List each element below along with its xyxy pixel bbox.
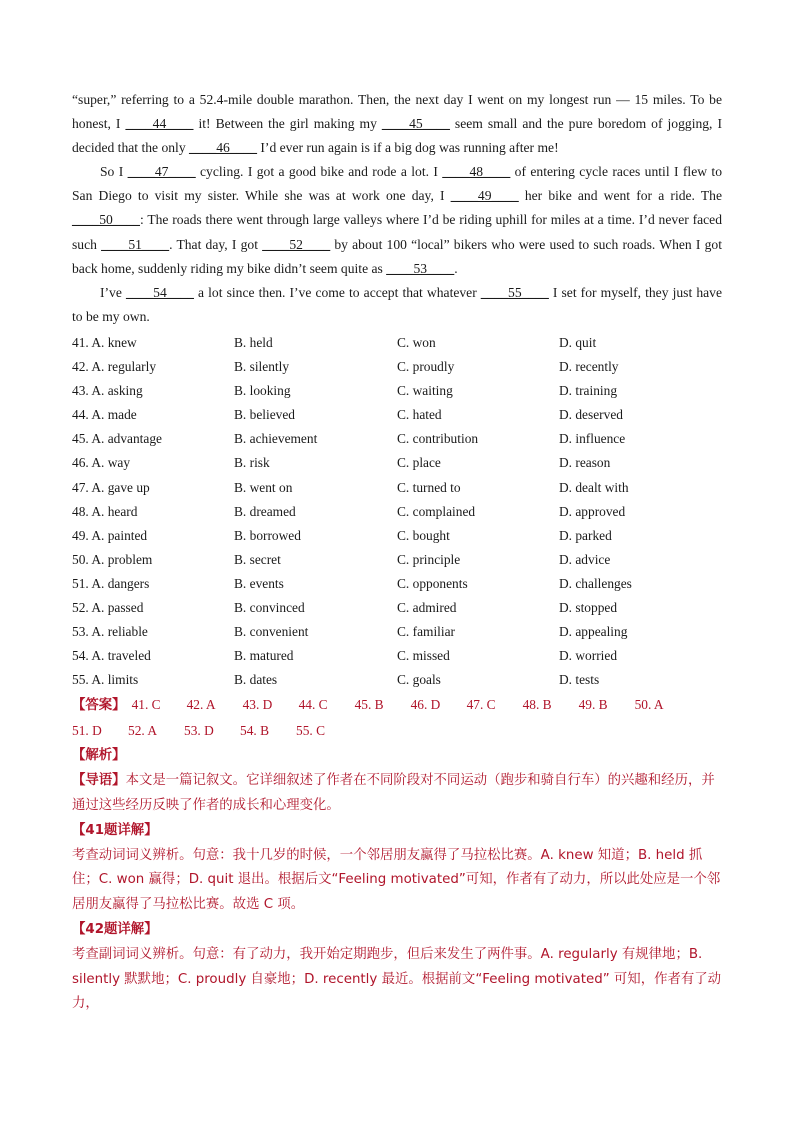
answer-blank: ____48____ bbox=[442, 164, 511, 180]
answer-item: 49. B bbox=[578, 697, 608, 713]
passage-paragraph-2 bbox=[72, 160, 722, 280]
analysis-heading: 【解析】 bbox=[72, 748, 126, 764]
answer-blank: ____50____ bbox=[72, 212, 140, 228]
option-choice: D. reason bbox=[559, 455, 611, 471]
option-choice: 48. A. heard bbox=[72, 503, 138, 519]
answer-item: 44. C bbox=[298, 697, 328, 713]
passage-text: . That day, I got bbox=[169, 236, 263, 252]
answer-item: 46. D bbox=[410, 697, 441, 713]
option-choice: 42. A. regularly bbox=[72, 359, 157, 375]
answer-item: 51. D bbox=[72, 723, 102, 739]
option-choice: C. opponents bbox=[397, 575, 468, 591]
answer-blank: ____44____ bbox=[125, 116, 194, 132]
option-choice: B. went on bbox=[234, 479, 293, 495]
answer-item: 45. B bbox=[354, 697, 384, 713]
answer-item: 53. D bbox=[184, 723, 214, 739]
answer-blank: ____46____ bbox=[189, 140, 257, 156]
option-choice: 55. A. limits bbox=[72, 672, 139, 688]
option-choice: 41. A. knew bbox=[72, 334, 137, 350]
option-choice: D. parked bbox=[559, 527, 612, 543]
passage-text: it! Between the girl making my bbox=[193, 116, 382, 132]
option-choice: 50. A. problem bbox=[72, 551, 153, 567]
option-choice: D. worried bbox=[559, 648, 618, 664]
answer-item: 42. A bbox=[186, 697, 216, 713]
option-choice: C. goals bbox=[397, 672, 441, 688]
passage-text: : The roads there went through large valleys where I’d be riding uphill for miles at a time. I’d never faced such bbox=[72, 212, 722, 252]
guide-paragraph bbox=[72, 769, 722, 819]
option-choice: B. secret bbox=[234, 551, 281, 567]
option-choice: D. dealt with bbox=[559, 479, 629, 495]
option-choice: C. contribution bbox=[397, 431, 479, 447]
option-choice: D. tests bbox=[559, 672, 600, 688]
option-choice: 54. A. traveled bbox=[72, 648, 151, 664]
option-row bbox=[72, 596, 722, 620]
option-row bbox=[72, 331, 722, 355]
option-choice: D. advice bbox=[559, 551, 611, 567]
answer-blank: ____49____ bbox=[450, 188, 519, 204]
option-choice: 52. A. passed bbox=[72, 599, 144, 615]
option-choice: B. borrowed bbox=[234, 527, 301, 543]
document-page bbox=[72, 88, 722, 1017]
passage-text: I’d ever run again is if a big dog was running after me! bbox=[257, 140, 559, 156]
q42-explanation: 考查副词词义辨析。句意：有了动力，我开始定期跑步，但后来发生了两件事。A. regularly 有规律地；B. silently 默默地；C. proudly 自豪地；D. recently 最近。根据前文“Feeling motivated” 可知，作者有了动力， bbox=[72, 946, 722, 1012]
option-choice: B. silently bbox=[234, 359, 290, 375]
q42-heading: 【42题详解】 bbox=[72, 921, 158, 937]
option-choice: B. looking bbox=[234, 383, 291, 399]
answer-blank: ____52____ bbox=[262, 236, 331, 252]
option-choice: 47. A. gave up bbox=[72, 479, 150, 495]
option-choice: B. convenient bbox=[234, 624, 309, 640]
answer-item: 41. C bbox=[131, 697, 161, 713]
option-choice: C. turned to bbox=[397, 479, 461, 495]
option-choice: B. events bbox=[234, 575, 284, 591]
option-row bbox=[72, 355, 722, 379]
option-choice: 44. A. made bbox=[72, 407, 137, 423]
answer-row-1 bbox=[72, 692, 722, 718]
answer-blank: ____51____ bbox=[101, 236, 170, 252]
option-choice: B. risk bbox=[234, 455, 270, 471]
option-choice: 49. A. painted bbox=[72, 527, 148, 543]
option-row bbox=[72, 403, 722, 427]
option-row bbox=[72, 500, 722, 524]
answer-blank: ____54____ bbox=[125, 284, 194, 300]
q41-explanation: 考查动词词义辨析。句意：我十几岁的时候，一个邻居朋友赢得了马拉松比赛。A. knew 知道；B. held 抓住；C. won 赢得；D. quit 退出。根据后文“Feeling motivated”可知，作者有了动力，所以此处应是一个邻居朋友赢得了马拉松比赛。故选 C 项。 bbox=[72, 847, 721, 913]
answer-item: 54. B bbox=[240, 723, 270, 739]
option-choice: C. hated bbox=[397, 407, 442, 423]
answer-item: 52. A bbox=[128, 723, 158, 739]
answer-row-2 bbox=[72, 718, 722, 744]
passage-text: I set for myself, they just have to be my own. bbox=[72, 284, 722, 324]
option-choice: D. quit bbox=[559, 334, 597, 350]
option-choice: D. influence bbox=[559, 431, 626, 447]
answer-label: 【答案】 bbox=[72, 697, 126, 713]
option-choice: D. recently bbox=[559, 359, 619, 375]
answer-blank: ____47____ bbox=[127, 164, 196, 180]
option-row bbox=[72, 548, 722, 572]
answer-blank: ____45____ bbox=[381, 116, 450, 132]
option-choice: D. challenges bbox=[559, 575, 632, 591]
answer-item: 50. A bbox=[634, 697, 664, 713]
option-choice: B. held bbox=[234, 334, 273, 350]
passage-text: cycling. I got a good bike and rode a lot. I bbox=[195, 164, 443, 180]
passage-text: I’ve bbox=[100, 284, 126, 300]
option-row bbox=[72, 524, 722, 548]
answer-item: 48. B bbox=[522, 697, 552, 713]
answer-item: 43. D bbox=[242, 697, 273, 713]
option-choice: B. convinced bbox=[234, 599, 305, 615]
option-choice: C. place bbox=[397, 455, 441, 471]
analysis-section bbox=[72, 744, 722, 1017]
passage-paragraph-3 bbox=[72, 281, 722, 329]
option-choice: B. dates bbox=[234, 672, 278, 688]
option-choice: C. complained bbox=[397, 503, 476, 519]
passage-text: a lot since then. I’ve come to accept that whatever bbox=[193, 284, 481, 300]
guide-label: 【导语】 bbox=[72, 773, 126, 789]
answer-item: 47. C bbox=[466, 697, 496, 713]
option-choice: B. achievement bbox=[234, 431, 318, 447]
option-row bbox=[72, 427, 722, 451]
option-choice: D. training bbox=[559, 383, 618, 399]
guide-text: 本文是一篇记叙文。它详细叙述了作者在不同阶段对不同运动（跑步和骑自行车）的兴趣和经历，并通过这些经历反映了作者的成长和心理变化。 bbox=[72, 773, 715, 813]
option-choice: 45. A. advantage bbox=[72, 431, 162, 447]
option-row bbox=[72, 644, 722, 668]
option-choice: 53. A. reliable bbox=[72, 624, 148, 640]
passage-text: So I bbox=[100, 164, 128, 180]
option-row bbox=[72, 668, 722, 692]
option-choice: C. missed bbox=[397, 648, 450, 664]
option-choice: B. believed bbox=[234, 407, 295, 423]
option-choice: 46. A. way bbox=[72, 455, 131, 471]
option-choice: 51. A. dangers bbox=[72, 575, 150, 591]
option-choice: D. approved bbox=[559, 503, 626, 519]
answer-blank: ____55____ bbox=[480, 284, 549, 300]
passage-text: of entering cycle races until I flew to San Diego to visit my sister. While she was at work one day, I bbox=[72, 164, 723, 204]
option-row bbox=[72, 572, 722, 596]
option-choice: C. bought bbox=[397, 527, 450, 543]
option-choice: C. proudly bbox=[397, 359, 455, 375]
option-row bbox=[72, 451, 722, 475]
passage-paragraph-1 bbox=[72, 88, 722, 160]
option-choice: B. dreamed bbox=[234, 503, 296, 519]
option-choice: D. stopped bbox=[559, 599, 618, 615]
option-choice: C. waiting bbox=[397, 383, 453, 399]
options-list bbox=[72, 331, 722, 692]
option-row bbox=[72, 476, 722, 500]
option-choice: B. matured bbox=[234, 648, 294, 664]
option-choice: D. deserved bbox=[559, 407, 623, 423]
option-row bbox=[72, 620, 722, 644]
q41-heading: 【41题详解】 bbox=[72, 822, 158, 838]
option-choice: 43. A. asking bbox=[72, 383, 143, 399]
option-choice: D. appealing bbox=[559, 624, 628, 640]
passage-text: “super,” referring to a 52.4-mile double marathon. Then, the next day I went on my longest run — 15 miles. To be honest, I bbox=[72, 92, 722, 132]
passage-text: by about 100 “local” bikers who were used to such roads. When I got back home, suddenly riding my bike didn’t seem quite as bbox=[72, 236, 722, 276]
answer-key bbox=[72, 692, 722, 744]
passage-text: . bbox=[454, 260, 458, 276]
answer-blank: ____53____ bbox=[386, 260, 455, 276]
option-choice: C. admired bbox=[397, 599, 457, 615]
option-choice: C. principle bbox=[397, 551, 461, 567]
passage-text: seem small and the pure boredom of jogging, I decided that the only bbox=[72, 116, 723, 156]
option-choice: C. won bbox=[397, 334, 436, 350]
option-choice: C. familiar bbox=[397, 624, 456, 640]
passage-text: her bike and went for a ride. The bbox=[518, 188, 722, 204]
answer-item: 55. C bbox=[296, 723, 326, 739]
option-row bbox=[72, 379, 722, 403]
